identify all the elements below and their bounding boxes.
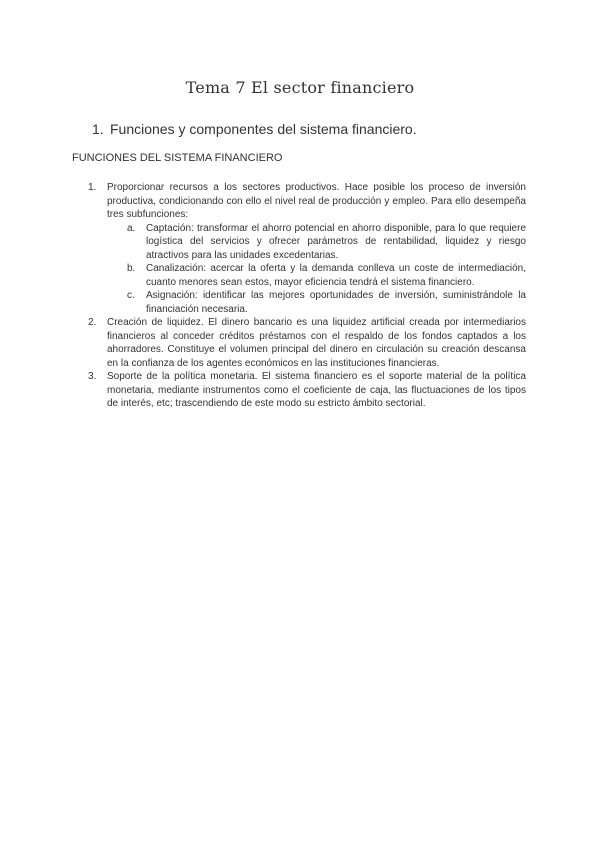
subsection-heading: FUNCIONES DEL SISTEMA FINANCIERO [72,152,283,164]
list-item-text: Proporcionar recursos a los sectores productivos. Hace posible los proceso de inversión productiva, condicionando con ello el nivel real de producción y empleo. Para ello desempeña tres subfunciones: [107,182,526,220]
list-item-text: Creación de liquidez. El dinero bancario es una liquidez artificial creada por intermediarios financieros al conceder créditos préstamos con el respaldo de los fondos captados a los ahorradores. Constituye el volumen principal del dinero en circulación su creación descansa en la confianza de los agentes económicos en las instituciones financieras. [107,317,526,369]
list-item-marker: 1. [88,182,97,193]
section-heading-text: Funciones y componentes del sistema financiero. [110,121,417,137]
sub-list-item-marker: a. [127,222,136,234]
list-item [88,316,526,370]
list-item [88,370,526,411]
sub-list-item [127,222,526,263]
list-item [88,181,526,316]
list-item-text: Soporte de la política monetaria. El sistema financiero es el soporte material de la política monetaria, mediante instrumentos como el coeficiente de caja, las fluctuaciones de los tipos de interés, etc; trascendiendo de este modo su estricto ámbito sectorial. [107,371,526,409]
sub-list-item-text: Asignación: identificar las mejores oportunidades de inversión, suministrándole la financiación necesaria. [146,290,526,315]
section-heading [92,121,417,137]
sub-list-item-text: Captación: transformar el ahorro potencial en ahorro disponible, para lo que requiere logística del servicios y ofrecer parámetros de rentabilidad, liquidez y riesgo atractivos para las unidades excedentarias. [146,222,526,261]
sub-list-item [127,262,526,289]
sub-list-item [127,289,526,316]
sub-list-item-marker: c. [127,290,135,301]
sub-list-item-marker: b. [127,263,136,274]
list-item-marker: 2. [88,317,97,328]
functions-list [88,181,526,411]
document-title: Tema 7 El sector financiero [185,78,415,97]
sub-list-item-text: Canalización: acercar la oferta y la demanda conlleva un coste de intermediación, cuanto menores sean estos, mayor eficiencia tendrá el sistema financiero. [146,263,526,288]
list-item-marker: 3. [88,371,97,382]
section-number: 1. [92,121,104,137]
sub-list [107,222,526,317]
